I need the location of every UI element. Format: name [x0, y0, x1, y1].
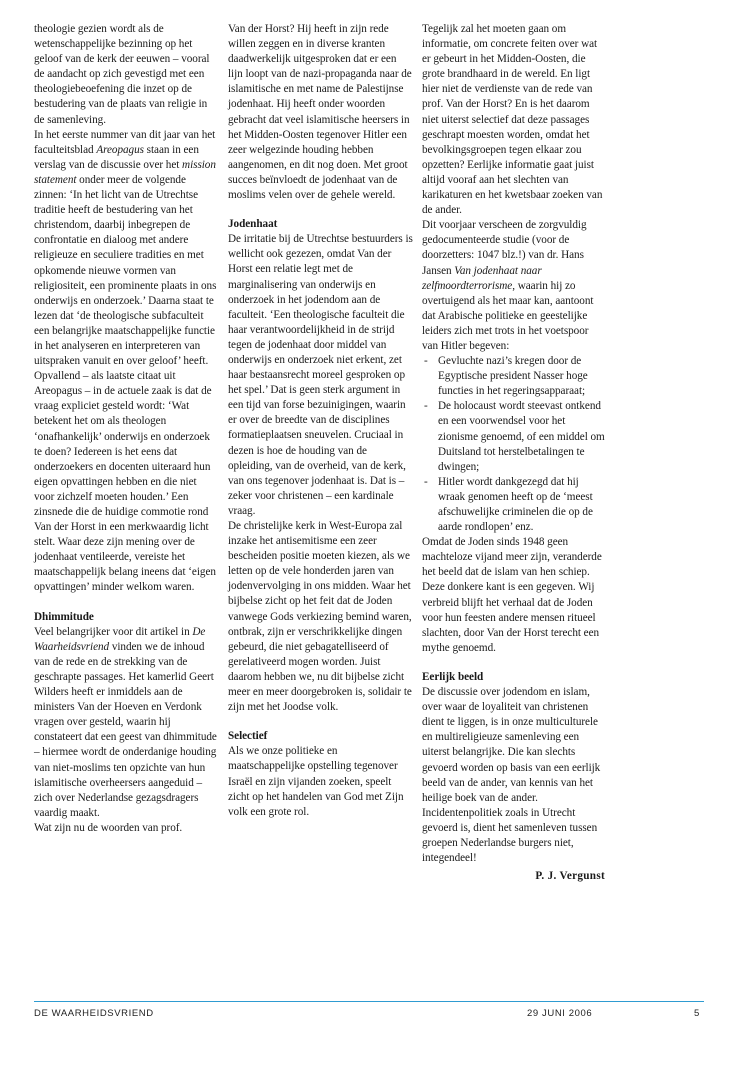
- body-paragraph: De irritatie bij de Utrechtse bestuurders is wellicht ook gezezen, omdat Van der Horst een relatie legt met de marginalisering van onderwijs en onderzoek in het jodendom aan de faculteit. ‘Een theologische faculteit die haar verantwoordelijkheid in de strijd tegen de jodenhaat door middel van onderwijs en onderzoek niet erkent, zet haar bestaansrecht moreel gesproken op het spel.’ Dat is geen sterk argument in een tijd van forse bezuinigingen, waarin er over de breedte van de disciplines formatieplaatsen sneuvelen. Cruciaal in dezen is hoe de houding van de opleiding, van de overheid, van de kerk, van ons tegenover jodenhaat is. Dat is – zeker voor christenen – een kardinale vraag.: [228, 233, 413, 517]
- section-heading: Eerlijk beeld: [422, 670, 484, 683]
- bullet-item: - Gevluchte nazi’s kregen door de Egyptische president Nasser hoge functies in het regeringsapparaat;: [422, 354, 607, 399]
- section-heading: Dhimmitude: [34, 610, 94, 623]
- body-paragraph: In het eerste nummer van dit jaar van het faculteitsblad Areopagus staan in een verslag van de discussie over het mission statement onder meer de volgende zinnen: ‘In het licht van de Utrechtse traditie heeft de bestudering van het christendom, daarbij inbegrepen de confrontatie en dialoog met andere religieuze en seculiere tradities en met opkomende nieuwe vormen van religiositeit, een prominente plaats in ons onderwijs en onderzoek.’ Daarna staat te lezen dat ‘de theologische subfaculteit een belangrijke maatschappelijke functie in het analyseren en interpreteren van uitspraken vanuit en over geloof’ heeft. Opvallend – als laatste citaat uit Areopagus – in de actuele zaak is dat de vraag expliciet gesteld wordt: ‘Wat betekent het om als theologen ‘onafhankelijk’ onderwijs en onderzoek te doen? Iedereen is het eens dat onderzoekers en docenten uiteraard hun eigen opvattingen hebben en die niet voor zichzelf moeten houden.’ Een zinsnede die de huidige commotie rond Van der Horst in een merkwaardig licht stelt. Waar deze zijn mening over de jodenhaat ventileerde, vereiste het maatschappelijk belang ineens dat ‘eigen opvattingen’ minder welkom waren.: [34, 128, 217, 594]
- bullet-list: [422, 354, 607, 535]
- section-heading: Jodenhaat: [228, 218, 278, 231]
- bullet-item: - Hitler wordt dankgezegd dat hij wraak genomen heeft op de ‘meest afschuwelijke criminelen die op de aarde rondlopen’ enz.: [422, 475, 607, 535]
- body-paragraph: Als we onze politieke en maatschappelijke opstelling tegenover Israël en zijn vijanden zoeken, speelt zicht op het handelen van God met Zijn volk een grote rol.: [228, 745, 404, 818]
- footer-publication: DE WAARHEIDSVRIEND: [34, 1008, 154, 1019]
- section-heading: Selectief: [228, 730, 268, 743]
- body-paragraph: Dit voorjaar verscheen de zorgvuldig gedocumenteerde studie (voor de doorzetters: 1047 blz.!) van dr. Hans Jansen Van jodenhaat naar zelfmoordterrorisme, waarin hij zo overtuigend als het maar kan, aantoont dat Arabische politieke en geestelijke leiders zich met trots in het voetspoor van Hitler begeven:: [422, 219, 594, 352]
- body-paragraph: Van der Horst? Hij heeft in zijn rede willen zeggen en in diverse kranten daadwerkelijk uitgesproken dat er een lijn loopt van de nazi-propaganda naar de islamitische en met name de Palestijnse jodenhaat. Hij heeft onder woorden gebracht dat veel islamitische heersers in het Midden-Oosten tegenover Hitler een zeer welgezinde houding hebben aangenomen, en dit nog doen. Met groot succes beïnvloedt de jodenhaat van de moslims velen over de gehele wereld.: [228, 23, 412, 202]
- body-paragraph: Tegelijk zal het moeten gaan om informatie, om concrete feiten over wat er gebeurt in het Midden-Oosten, die grote brandhaard in de wereld. En ligt hier niet de verdienste van de rede van prof. Van der Horst? En is het daarom niet uiterst selectief dat deze passages geschrapt moesten worden, omdat het bevolkingsgroepen tegen elkaar zou opzetten? Eerlijke informatie gaat juist altijd vooraf aan het slechten van karikaturen en het kwetsbaar zoeken van de ander.: [422, 23, 603, 217]
- author-byline: P. J. Vergunst: [535, 870, 605, 883]
- footer-rule: [34, 1001, 704, 1002]
- bullet-item: - De holocaust wordt steevast ontkend en een voorwendsel voor het zionisme genoemd, of een middel om Duitsland tot herstelbetalingen te dwingen;: [422, 399, 607, 474]
- body-paragraph: Omdat de Joden sinds 1948 geen machteloze vijand meer zijn, veranderde het beeld dat de islam van hen schiep. Deze donkere kant is een gegeven. Wij verbreid blijft het verhaal dat de Joden voor hun feesten andere mensen ritueel slachten, door Van der Horst terecht een mythe genoemd.: [422, 536, 602, 654]
- footer-date: 29 JUNI 2006: [527, 1008, 593, 1019]
- body-paragraph: theologie gezien wordt als de wetenschappelijke bezinning op het geloof van de kerk der eeuwen – vooral de aandacht op zich gevestigd met een theologiebeoefening die inzet op de bestudering van de plaats van religie in de samenleving.: [34, 23, 210, 126]
- article-column-2: [228, 22, 413, 820]
- body-paragraph: De christelijke kerk in West-Europa zal inzake het antisemitisme een zeer bescheiden positie moeten kiezen, als we letten op de vele honderden jaren van jodenvervolging in ons midden. Waar het bijbelse zicht op het feit dat de Joden vanwege Gods verkiezing bemind waren, ontbrak, zijn er verschrikkelijke dingen gebeurd, die niet gebagatelliseerd of gerelativeerd mogen worden. Juist daarom hebben we, nu dit bijbelse zicht meer en meer doorgebroken is, solidair te zijn met het Joodse volk.: [228, 520, 412, 714]
- footer-page-number: 5: [694, 1008, 700, 1019]
- body-paragraph: De discussie over jodendom en islam, over waar de loyaliteit van christenen dient te liggen, is in onze multiculturele en multireligieuze samenleving een uiterst belangrijke. Die kan slechts gevoerd worden op basis van een eerlijk beeld van de ander, van kennis van het heilige boek van de ander. Incidentenpolitiek zoals in Utrecht gevoerd is, dient het samenleven tussen groepen Nederlandse burgers niet, integendeel!: [422, 686, 601, 865]
- body-paragraph: Wat zijn nu de woorden van prof.: [34, 821, 183, 834]
- body-paragraph: Veel belangrijker voor dit artikel in De Waarheidsvriend vinden we de inhoud van de rede en de strekking van de geschrapte passages. Het kamerlid Geert Wilders heeft er inmiddels aan de ministers Van der Hoeven en Verdonk vragen over gesteld, waarin hij constateert dat een geest van dhimmitude – hiermee wordt de onderdanige houding van niet-moslims ten opzichte van hun islamitische overheersers aangeduid – zich over Nederlandse gezagsdragers vaardig maakt.: [34, 625, 217, 819]
- article-column-1: [34, 22, 219, 836]
- article-column-3: [422, 22, 607, 884]
